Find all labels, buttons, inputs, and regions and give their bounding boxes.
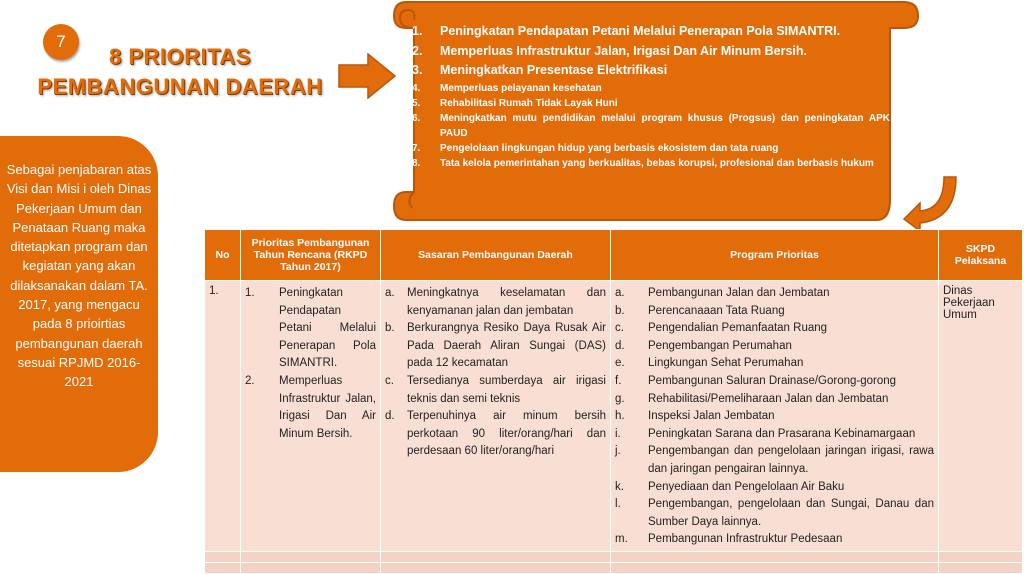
list-item: 6. Meningkatkan mutu pendidikan melalui program khusus (Progsus) dan peningkatan APK PAUD <box>412 112 890 139</box>
list-item: 4. Memperluas pelayanan kesehatan <box>412 82 602 94</box>
priority-list <box>412 22 890 171</box>
curved-arrow-icon <box>900 175 960 233</box>
list-item: 7. Pengelolaan lingkungan hidup yang berbasis ekosistem dan tata ruang <box>412 142 779 154</box>
list-item: i. Peningkatan Sarana dan Prasarana Kebinamargaan <box>615 427 916 440</box>
side-note <box>0 136 158 472</box>
list-item: m. Pembangunan Infrastruktur Pedesaan <box>615 533 843 546</box>
priority-program-table <box>204 229 1023 574</box>
header-prioritas: Prioritas Pembangunan Tahun Rencana (RKPD Tahun 2017) <box>241 230 381 281</box>
header-skpd: SKPD Pelaksana <box>939 230 1023 281</box>
arrow-right-icon <box>338 53 396 99</box>
table-header-row <box>205 230 1023 281</box>
list-item: c. Pengendalian Pemanfaatan Ruang <box>615 322 828 335</box>
list-item: k. Penyediaan dan Pengelolaan Air Baku <box>615 480 845 493</box>
page-title <box>30 42 330 102</box>
list-item: a. Pembangunan Jalan dan Jembatan <box>615 287 830 299</box>
list-item: b. Perencanaaan Tata Ruang <box>615 304 785 317</box>
list-item: g. Rehabilitasi/Pemeliharaan Jalan dan Jembatan <box>615 392 889 405</box>
list-item: b. Berkurangnya Resiko Daya Rusak Air Pada Daerah Aliran Sungai (DAS) pada 12 kecamatan <box>385 322 606 370</box>
header-no: No <box>205 230 241 281</box>
list-item: j. Pengembangan dan pengelolaan jaringan irigasi, rawa dan jaringan pengairan lainnya. <box>615 445 934 475</box>
list-item: a. Meningkatnya keselamatan dan kenyamanan jalan dan jembatan <box>385 287 606 317</box>
list-item: 2. Memperluas Infrastruktur Jalan, Irigasi Dan Air Minum Bersih. <box>245 374 376 440</box>
list-item: 3. Meningkatkan Presentase Elektrifikasi <box>412 63 668 77</box>
cell-no: 1. <box>205 281 241 552</box>
list-item: f. Pembangunan Saluran Drainase/Gorong-gorong <box>615 374 897 387</box>
side-note-text: Sebagai penjabaran atas Visi dan Misi i oleh Dinas Pekerjaan Umum dan Penataan Ruang maka ditetapkan program dan kegiatan yang akan dilaksanakan dalam TA. 2017, yang mengacu pada 8 prioirtias pembangunan daerah sesuai RPJMD 2016-2021 <box>6 162 152 390</box>
list-item: c. Tersedianya sumberdaya air irigasi teknis dan semi teknis <box>385 374 606 405</box>
list-item: 1. Peningkatan Pendapatan Petani Melalui Penerapan Pola SIMANTRI. <box>412 24 841 38</box>
cell-sasaran <box>381 281 611 552</box>
page-title-line-1: 8 PRIORITAS <box>108 44 251 69</box>
table-row-empty <box>205 562 1023 573</box>
cell-prioritas <box>241 281 381 552</box>
table-row-empty <box>205 551 1023 562</box>
list-item: h. Inspeksi Jalan Jembatan <box>615 410 775 423</box>
list-item: 1. Peningkatan Pendapatan Petani Melalui Penerapan Pola SIMANTRI. <box>245 287 376 370</box>
list-item: 8. Tata kelola pemerintahan yang berkualitas, bebas korupsi, profesional dan berbasis hukum <box>412 157 874 169</box>
list-item: e. Lingkungan Sehat Perumahan <box>615 357 804 370</box>
cell-skpd: Dinas Pekerjaan Umum <box>939 281 1023 552</box>
list-item: l. Pengembangan, pengelolaan dan Sungai, Danau dan Sumber Daya lainnya. <box>615 498 934 528</box>
list-item: d. Pengembangan Perumahan <box>615 339 792 352</box>
list-item: 2. Memperluas Infrastruktur Jalan, Irigasi Dan Air Minum Bersih. <box>412 43 807 58</box>
table-row <box>205 281 1023 552</box>
section-number-badge: 7 <box>43 24 79 60</box>
list-item: 5. Rehabilitasi Rumah Tidak Layak Huni <box>412 97 618 109</box>
list-item: d. Terpenuhinya air minum bersih perkotaan 90 liter/orang/hari dan perdesaan 60 liter/orang/hari <box>385 410 606 458</box>
header-sasaran: Sasaran Pembangunan Daerah <box>381 230 611 281</box>
cell-program <box>611 281 939 552</box>
header-program: Program Prioritas <box>611 230 939 281</box>
page-title-line-2: PEMBANGUNAN DAERAH <box>37 74 323 99</box>
